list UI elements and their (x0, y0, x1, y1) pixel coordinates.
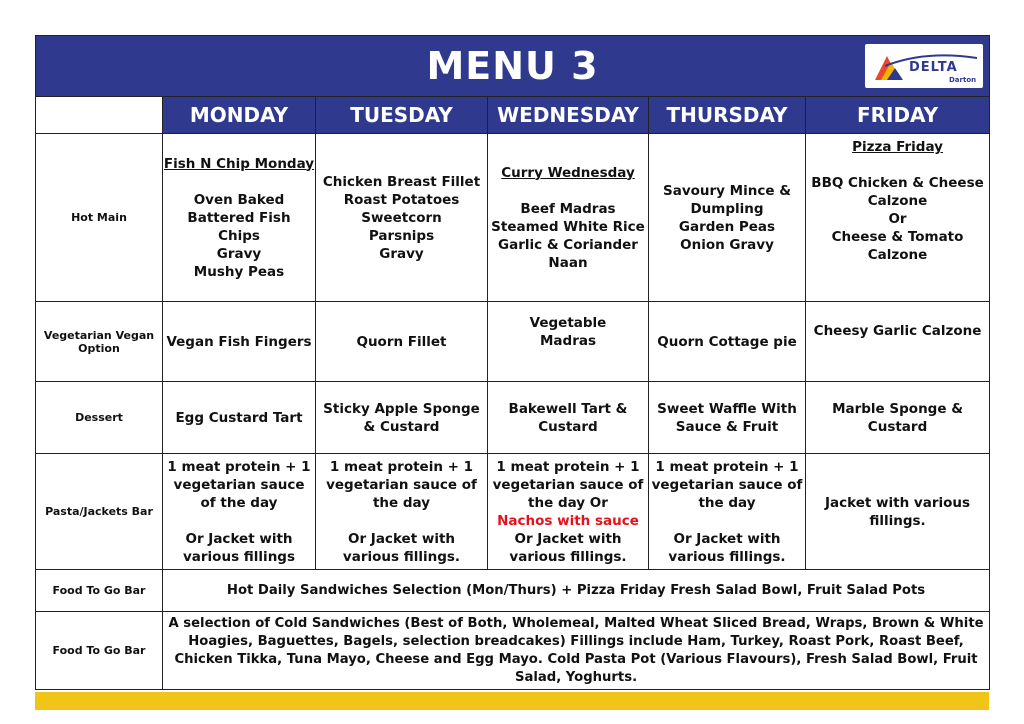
veg-wednesday: Vegetable Madras (488, 302, 649, 382)
dessert-tuesday: Sticky Apple Sponge & Custard (316, 382, 488, 454)
hot-main-tuesday: Chicken Breast Fillet Roast Potatoes Sweetcorn Parsnips Gravy (316, 134, 488, 302)
food-to-go-hot-text: Hot Daily Sandwiches Selection (Mon/Thurs) + Pizza Friday Fresh Salad Bowl, Fruit Salad Pots (163, 570, 990, 612)
menu-table (35, 35, 990, 690)
hot-main-thursday: Savoury Mince & Dumpling Garden Peas Onion Gravy (649, 134, 806, 302)
dessert-wednesday: Bakewell Tart & Custard (488, 382, 649, 454)
day-friday: FRIDAY (806, 97, 990, 134)
row-food-to-go-hot (36, 570, 990, 612)
row-label-food-to-go-hot: Food To Go Bar (36, 570, 163, 612)
pasta-wednesday: 1 meat protein + 1 vegetarian sauce of the day Or Nachos with sauce Or Jacket with various fillings. (488, 454, 649, 570)
hot-main-friday: Pizza Friday BBQ Chicken & Cheese Calzone Or Cheese & Tomato Calzone (806, 134, 990, 302)
row-label-dessert: Dessert (36, 382, 163, 454)
corner-cell (36, 97, 163, 134)
row-label-pasta: Pasta/Jackets Bar (36, 454, 163, 570)
nachos-highlight: Nachos with sauce (497, 512, 639, 529)
dessert-thursday: Sweet Waffle With Sauce & Fruit (649, 382, 806, 454)
logo-brand-text: DELTA (909, 60, 958, 75)
logo-sub-text: Darton (949, 76, 977, 84)
menu-title-bar (36, 36, 990, 97)
row-label-hot-main: Hot Main (36, 134, 163, 302)
row-vegetarian (36, 302, 990, 382)
row-dessert (36, 382, 990, 454)
veg-monday: Vegan Fish Fingers (163, 302, 316, 382)
veg-friday: Cheesy Garlic Calzone (806, 302, 990, 382)
pasta-thursday: 1 meat protein + 1 vegetarian sauce of the day Or Jacket with various fillings. (649, 454, 806, 570)
day-tuesday: TUESDAY (316, 97, 488, 134)
hot-main-wednesday: Curry Wednesday Beef Madras Steamed White Rice Garlic & Coriander Naan (488, 134, 649, 302)
menu-title: MENU 3 (426, 44, 599, 88)
day-thursday: THURSDAY (649, 97, 806, 134)
hot-main-monday: Fish N Chip Monday Oven Baked Battered Fish Chips Gravy Mushy Peas (163, 134, 316, 302)
veg-tuesday: Quorn Fillet (316, 302, 488, 382)
row-hot-main (36, 134, 990, 302)
row-label-food-to-go-cold: Food To Go Bar (36, 612, 163, 690)
veg-thursday: Quorn Cottage pie (649, 302, 806, 382)
dessert-monday: Egg Custard Tart (163, 382, 316, 454)
day-wednesday: WEDNESDAY (488, 97, 649, 134)
footer-bar (35, 692, 989, 710)
row-label-vegetarian: Vegetarian Vegan Option (36, 302, 163, 382)
food-to-go-cold-text: A selection of Cold Sandwiches (Best of Both, Wholemeal, Malted Wheat Sliced Bread, Wraps, Brown & White Hoagies, Baguettes, Bagels, selection breadcakes) Fillings include Ham, Turkey, Roast Pork, Roast Beef, Chicken Tikka, Tuna Mayo, Cheese and Egg Mayo. Cold Pasta Pot (Various Flavours), Fresh Salad Bowl, Fruit Salad, Yoghurts. (163, 612, 990, 690)
pasta-monday: 1 meat protein + 1 vegetarian sauce of the day Or Jacket with various fillings (163, 454, 316, 570)
day-monday: MONDAY (163, 97, 316, 134)
delta-logo (865, 44, 983, 88)
row-food-to-go-cold (36, 612, 990, 690)
dessert-friday: Marble Sponge & Custard (806, 382, 990, 454)
pasta-friday: Jacket with various fillings. (806, 454, 990, 570)
pasta-tuesday: 1 meat protein + 1 vegetarian sauce of the day Or Jacket with various fillings. (316, 454, 488, 570)
row-pasta-jackets (36, 454, 990, 570)
